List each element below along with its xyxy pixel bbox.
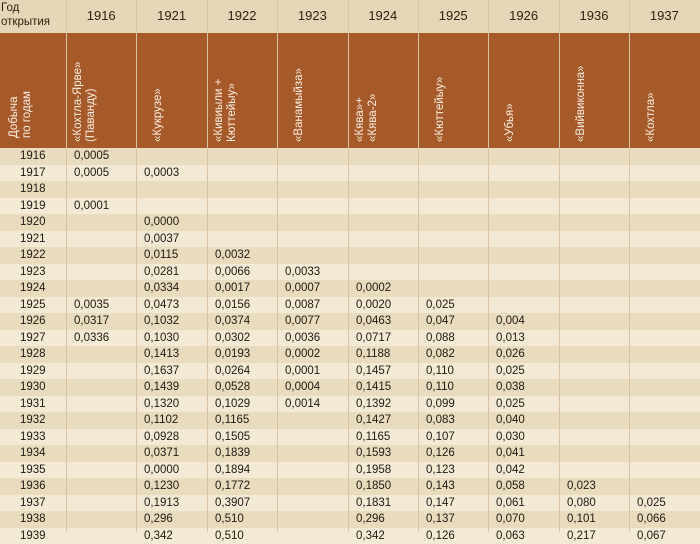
table-cell: 0,1958	[356, 462, 391, 479]
column-divider	[559, 0, 560, 532]
table-cell: 0,0037	[144, 231, 179, 248]
row-year: 1925	[20, 297, 46, 314]
table-cell: 0,1188	[356, 346, 390, 363]
table-cell: 0,0032	[215, 247, 250, 264]
row-year: 1936	[20, 478, 46, 495]
table-cell: 0,066	[637, 511, 666, 528]
table-cell: 0,0302	[215, 330, 250, 347]
production-by-year-label-line-2: по годам	[21, 91, 34, 138]
table-cell: 0,025	[496, 396, 525, 413]
row-year: 1937	[20, 495, 46, 512]
opening-year-header: 1937	[629, 8, 699, 23]
table-cell: 0,0336	[74, 330, 109, 347]
table-cell: 0,0004	[285, 379, 320, 396]
table-cell: 0,0281	[144, 264, 179, 281]
table-cell: 0,1913	[144, 495, 179, 512]
mine-name-line: «Кюттейыу»	[434, 77, 447, 142]
table-row	[0, 511, 700, 528]
mine-name-line: «Убья»	[504, 103, 517, 142]
table-row	[0, 330, 700, 347]
table-cell: 0,3907	[215, 495, 250, 512]
table-row	[0, 264, 700, 281]
table-row	[0, 412, 700, 429]
table-cell: 0,1165	[215, 412, 249, 429]
mine-name-header	[354, 94, 380, 142]
table-cell: 0,217	[567, 528, 596, 544]
table-cell: 0,080	[567, 495, 596, 512]
table-row	[0, 346, 700, 363]
row-year: 1926	[20, 313, 46, 330]
opening-year-label-line-2: открытия	[1, 16, 50, 28]
table-cell: 0,067	[637, 528, 666, 544]
table-cell: 0,1165	[356, 429, 390, 446]
table-cell: 0,1427	[356, 412, 391, 429]
table-cell: 0,0033	[285, 264, 320, 281]
opening-year-header: 1936	[559, 8, 629, 23]
table-cell: 0,1102	[144, 412, 178, 429]
mine-name-header	[152, 88, 165, 142]
table-cell: 0,110	[426, 379, 454, 396]
table-cell: 0,1593	[356, 445, 391, 462]
row-year: 1930	[20, 379, 46, 396]
table-cell: 0,0017	[215, 280, 250, 297]
table-cell: 0,0156	[215, 297, 250, 314]
table-row	[0, 462, 700, 479]
table-cell: 0,0001	[74, 198, 109, 215]
mine-name-line: (Паванду)	[85, 62, 98, 142]
table-cell: 0,023	[567, 478, 596, 495]
table-cell: 0,0007	[285, 280, 320, 297]
table-cell: 0,0374	[215, 313, 250, 330]
table-row	[0, 429, 700, 446]
table-cell: 0,063	[496, 528, 525, 544]
table-cell: 0,1413	[144, 346, 179, 363]
table-cell: 0,042	[496, 462, 525, 479]
row-year: 1939	[20, 528, 46, 544]
table-cell: 0,0463	[356, 313, 391, 330]
row-year: 1920	[20, 214, 46, 231]
column-divider	[629, 0, 630, 532]
table-cell: 0,0035	[74, 297, 109, 314]
table-cell: 0,1230	[144, 478, 179, 495]
table-cell: 0,1850	[356, 478, 391, 495]
table-cell: 0,126	[426, 445, 455, 462]
production-by-year-label	[8, 91, 34, 138]
row-year: 1923	[20, 264, 46, 281]
opening-year-header: 1925	[418, 8, 488, 23]
table-cell: 0,1029	[215, 396, 250, 413]
opening-year-header: 1921	[136, 8, 206, 23]
table-row	[0, 214, 700, 231]
table-cell: 0,1457	[356, 363, 391, 380]
table-cell: 0,1415	[356, 379, 391, 396]
opening-year-header: 1923	[277, 8, 347, 23]
table-cell: 0,040	[496, 412, 525, 429]
mine-name-header	[434, 77, 447, 142]
row-year: 1919	[20, 198, 46, 215]
mine-name-header	[72, 62, 98, 142]
row-year: 1938	[20, 511, 46, 528]
mine-name-header-band	[0, 33, 700, 148]
row-year: 1933	[20, 429, 46, 446]
column-divider	[277, 0, 278, 532]
table-cell: 0,058	[496, 478, 525, 495]
table-cell: 0,013	[496, 330, 525, 347]
table-cell: 0,1839	[215, 445, 250, 462]
table-cell: 0,0334	[144, 280, 179, 297]
table-cell: 0,047	[426, 313, 455, 330]
column-divider	[207, 0, 208, 532]
opening-year-header: 1922	[207, 8, 277, 23]
column-divider	[136, 0, 137, 532]
table-cell: 0,099	[426, 396, 455, 413]
table-cell: 0,510	[215, 511, 244, 528]
row-year: 1935	[20, 462, 46, 479]
table-cell: 0,088	[426, 330, 455, 347]
mine-name-line: Кюттейыу»	[226, 79, 239, 142]
mine-name-header	[575, 66, 588, 143]
table-cell: 0,1637	[144, 363, 179, 380]
mine-name-header	[293, 68, 306, 142]
row-year: 1928	[20, 346, 46, 363]
production-by-year-label-line-1: Добыча	[8, 91, 21, 138]
row-year: 1917	[20, 165, 46, 182]
table-cell: 0,143	[426, 478, 455, 495]
table-row	[0, 148, 700, 165]
row-year: 1918	[20, 181, 46, 198]
opening-year-label-line-1: Год	[1, 2, 19, 14]
table-cell: 0,0003	[144, 165, 179, 182]
table-cell: 0,147	[426, 495, 455, 512]
table-cell: 0,030	[496, 429, 525, 446]
table-cell: 0,026	[496, 346, 525, 363]
row-year: 1934	[20, 445, 46, 462]
table-row	[0, 231, 700, 248]
mine-name-line: «Кохтла-Ярве»	[72, 62, 85, 142]
opening-year-header: 1916	[66, 8, 136, 23]
table-cell: 0,0036	[285, 330, 320, 347]
table-cell: 0,0014	[285, 396, 320, 413]
mine-name-line: «Кява»+	[354, 94, 367, 142]
mine-name-header	[504, 103, 517, 142]
table-cell: 0,110	[426, 363, 454, 380]
table-cell: 0,296	[144, 511, 173, 528]
table-cell: 0,0473	[144, 297, 179, 314]
table-row	[0, 478, 700, 495]
mine-name-header	[645, 93, 658, 143]
table-row	[0, 313, 700, 330]
table-cell: 0,070	[496, 511, 525, 528]
table-cell: 0,107	[426, 429, 455, 446]
table-cell: 0,0020	[356, 297, 391, 314]
table-cell: 0,025	[637, 495, 666, 512]
row-year: 1924	[20, 280, 46, 297]
table-cell: 0,342	[144, 528, 173, 544]
table-cell: 0,1894	[215, 462, 250, 479]
table-cell: 0,1772	[215, 478, 250, 495]
table-row	[0, 495, 700, 512]
row-year: 1921	[20, 231, 46, 248]
table-cell: 0,1032	[144, 313, 179, 330]
table-cell: 0,101	[567, 511, 596, 528]
table-row	[0, 363, 700, 380]
table-row	[0, 297, 700, 314]
row-year: 1929	[20, 363, 46, 380]
table-cell: 0,1030	[144, 330, 179, 347]
table-row	[0, 165, 700, 182]
mine-name-header	[213, 79, 239, 142]
table-cell: 0,0066	[215, 264, 250, 281]
table-row	[0, 396, 700, 413]
mine-name-line: «Кохтла»	[645, 93, 658, 143]
mine-name-line: «Вийвиконна»	[575, 66, 588, 143]
row-year: 1932	[20, 412, 46, 429]
table-cell: 0,1831	[356, 495, 391, 512]
table-cell: 0,1392	[356, 396, 391, 413]
table-cell: 0,0002	[285, 346, 320, 363]
mine-name-line: «Ванамыйза»	[293, 68, 306, 142]
table-row	[0, 247, 700, 264]
table-row	[0, 379, 700, 396]
row-year: 1927	[20, 330, 46, 347]
table-cell: 0,296	[356, 511, 385, 528]
table-cell: 0,123	[426, 462, 455, 479]
table-cell: 0,1320	[144, 396, 179, 413]
table-cell: 0,0000	[144, 214, 179, 231]
table-cell: 0,004	[496, 313, 525, 330]
table-row	[0, 280, 700, 297]
table-cell: 0,0002	[356, 280, 391, 297]
table-row	[0, 181, 700, 198]
table-cell: 0,126	[426, 528, 455, 544]
table-cell: 0,0528	[215, 379, 250, 396]
table-cell: 0,025	[496, 363, 525, 380]
table-cell: 0,0928	[144, 429, 179, 446]
table-cell: 0,0000	[144, 462, 179, 479]
row-year: 1931	[20, 396, 46, 413]
opening-year-header: 1924	[348, 8, 418, 23]
table-cell: 0,0317	[74, 313, 109, 330]
table-row	[0, 445, 700, 462]
table-cell: 0,0264	[215, 363, 250, 380]
table-cell: 0,0001	[285, 363, 320, 380]
table-cell: 0,025	[426, 297, 455, 314]
mine-name-line: «Кява-2»	[367, 94, 380, 142]
column-divider	[488, 0, 489, 532]
table-cell: 0,0077	[285, 313, 320, 330]
table-cell: 0,0087	[285, 297, 320, 314]
table-cell: 0,1505	[215, 429, 250, 446]
row-year: 1922	[20, 247, 46, 264]
table-cell: 0,0717	[356, 330, 391, 347]
table-cell: 0,0005	[74, 165, 109, 182]
column-divider	[348, 0, 349, 532]
table-cell: 0,1439	[144, 379, 179, 396]
table-cell: 0,083	[426, 412, 455, 429]
mine-name-line: «Кукрузе»	[152, 88, 165, 142]
table-cell: 0,0371	[144, 445, 179, 462]
table-cell: 0,342	[356, 528, 385, 544]
row-year: 1916	[20, 148, 46, 165]
table-cell: 0,137	[426, 511, 455, 528]
column-divider	[66, 0, 67, 532]
table-cell: 0,0193	[215, 346, 250, 363]
table-cell: 0,041	[496, 445, 525, 462]
opening-year-label	[1, 1, 50, 29]
table-cell: 0,061	[496, 495, 525, 512]
table-row	[0, 528, 700, 544]
table-cell: 0,0005	[74, 148, 109, 165]
column-divider	[418, 0, 419, 532]
mine-name-line: «Кивиыли +	[213, 79, 226, 142]
table-cell: 0,510	[215, 528, 244, 544]
table-cell: 0,082	[426, 346, 455, 363]
opening-year-header: 1926	[488, 8, 558, 23]
table-row	[0, 198, 700, 215]
table-cell: 0,038	[496, 379, 525, 396]
table-cell: 0,0115	[144, 247, 178, 264]
